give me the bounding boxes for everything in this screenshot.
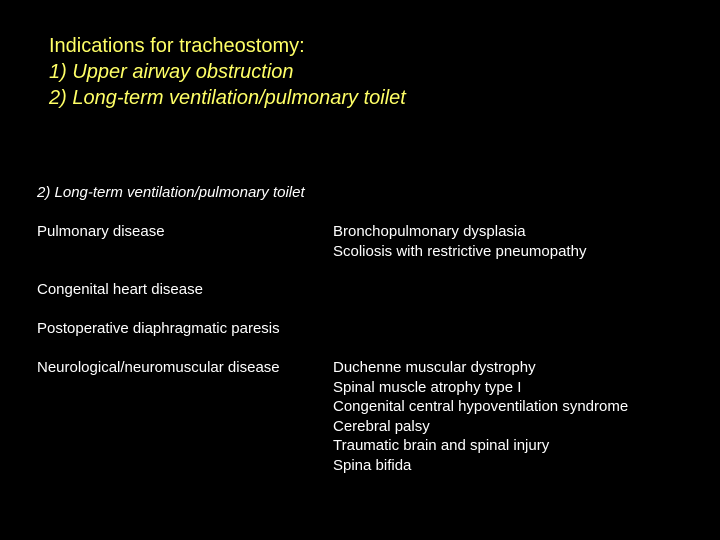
category-label: Postoperative diaphragmatic paresis — [37, 320, 280, 337]
condition-item: Spina bifida — [333, 456, 412, 474]
category-label: Pulmonary disease — [37, 223, 165, 240]
condition-item: Traumatic brain and spinal injury — [333, 437, 550, 454]
table-row — [37, 222, 697, 280]
condition-item: Cerebral palsy — [333, 417, 430, 435]
title-line-3: 2) Long-term ventilation/pulmonary toilet — [49, 87, 406, 109]
condition-item: Bronchopulmonary dysplasia — [333, 223, 526, 240]
condition-item: Congenital central hypoventilation syndrome — [333, 398, 629, 415]
indications-table — [37, 222, 697, 478]
condition-item: Duchenne muscular dystrophy — [333, 359, 536, 376]
slide-title — [49, 33, 406, 111]
category-label: Neurological/neuromuscular disease — [37, 359, 280, 376]
table-row — [37, 358, 697, 478]
category-label: Congenital heart disease — [37, 281, 203, 298]
section-heading: 2) Long-term ventilation/pulmonary toilet — [37, 184, 305, 201]
condition-list — [333, 222, 586, 261]
title-line-2: 1) Upper airway obstruction — [49, 61, 294, 83]
condition-item: Spinal muscle atrophy type I — [333, 378, 522, 396]
condition-item: Scoliosis with restrictive pneumopathy — [333, 242, 587, 260]
table-row — [37, 319, 697, 358]
condition-list — [333, 358, 628, 475]
title-line-1: Indications for tracheostomy: — [49, 35, 305, 57]
table-row — [37, 280, 697, 319]
